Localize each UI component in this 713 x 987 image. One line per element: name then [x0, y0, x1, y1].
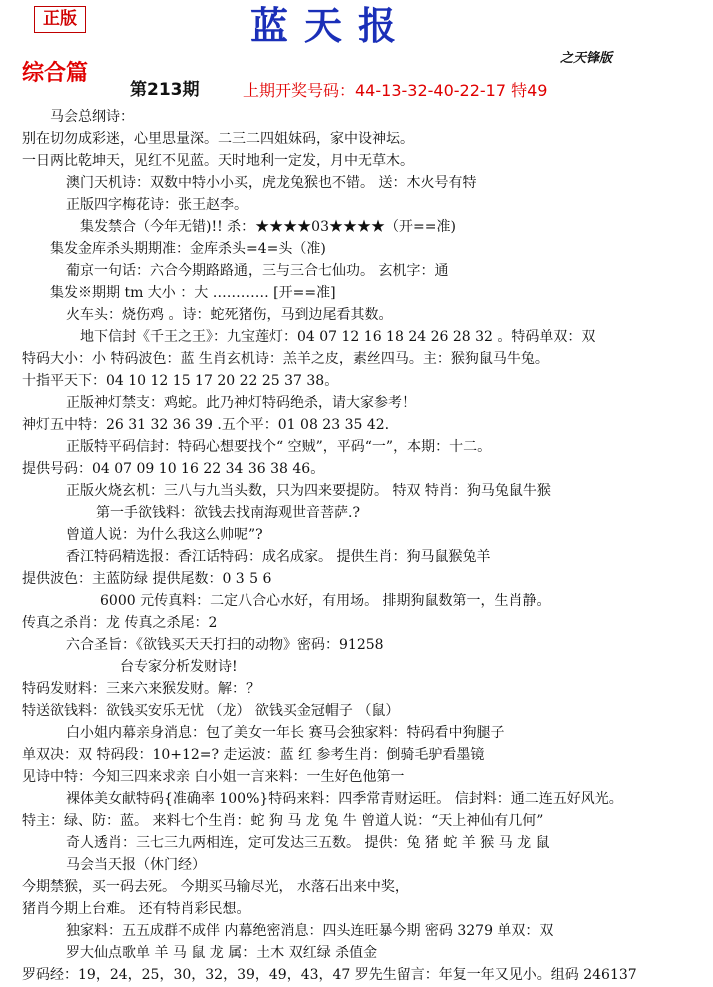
edition-badge: 正版	[34, 6, 86, 33]
text-line: 集发金库杀头期期准：金库杀头=4=头（准)	[50, 241, 326, 257]
text-line: 正版四字梅花诗：张王赵李。	[66, 197, 248, 213]
text-line: 正版神灯禁支：鸡蛇。此乃神灯特码绝杀，请大家参考！	[66, 395, 416, 411]
text-line: 神灯五中特：26 31 32 36 39 .五个平：01 08 23 35 42.	[22, 417, 390, 433]
text-line: 6000 元传真料：二定八合心水好，有用场。 排期狗鼠数第一，生肖静。	[100, 593, 551, 609]
text-line: 正版火烧玄机：三八与九当头数，只为四来要提防。 特双 特肖：狗马兔鼠牛猴	[66, 483, 551, 499]
text-line: 裸体美女献特码{准确率 100%}特码来料：四季常青财运旺。 信封料：通二连五好风光。	[66, 791, 623, 807]
text-line: 集发※期期 tm 大小 ：大 ………… [开==准]	[50, 285, 336, 301]
text-line: 别在切勿成彩迷，心里思量深。二三二四姐妹码，家中设神坛。	[22, 131, 414, 147]
text-line: 提供波色：主蓝防绿 提供尾数：0 3 5 6	[22, 571, 272, 587]
text-line: 特主：绿、防：蓝。 来料七个生肖：蛇 狗 马 龙 兔 牛 曾道人说：“天上神仙有几何”	[22, 813, 544, 829]
edition-label: 之天锋版	[560, 51, 613, 66]
text-line: 澳门天机诗：双数中特小小买，虎龙兔猴也不错。 送：木火号有特	[66, 175, 477, 191]
text-line: 集发禁合（今年无错)!! 杀：★★★★03★★★★（开==准)	[80, 219, 456, 235]
text-line: 马会总纲诗：	[50, 109, 134, 125]
text-line: 独家料：五五成群不成伴 内幕绝密消息：四头连旺暴今期 密码 3279 单双：双	[66, 923, 554, 939]
issue-number: 第213期	[130, 80, 200, 100]
text-line: 台专家分析发财诗!	[120, 659, 238, 675]
text-line: 十指平天下：04 10 12 15 17 20 22 25 37 38。	[22, 373, 339, 389]
text-line: 见诗中特：今知三四来求亲 白小姐一言来料：一生好色他第一	[22, 769, 405, 785]
text-line: 今期禁猴，买一码去死。 今期买马输尽光， 水落石出来中奖，	[22, 879, 409, 895]
text-line: 一日两比乾坤天，见红不见蓝。天时地利一定发，月中无草木。	[22, 153, 414, 169]
last-draw-numbers: 上期开奖号码：44-13-32-40-22-17 特49	[243, 81, 548, 100]
text-line: 马会当天报（休门经）	[66, 857, 206, 873]
text-line: 火车头：烧伤鸡 。诗：蛇死猪伤，马到边尾看其数。	[66, 307, 393, 323]
text-line: 罗码经：19，24，25，30，32，39，49，43，47 罗先生留言：年复一年又见小。组码 246137	[22, 967, 637, 983]
text-line: 罗大仙点歌单 羊 马 鼠 龙 属：土木 双红绿 杀值金	[66, 945, 378, 961]
text-line: 第一手欲钱料：欲钱去找南海观世音菩萨.?	[96, 505, 360, 521]
text-line: 猪肖今期上台难。 还有特肖彩民想。	[22, 901, 251, 917]
newspaper-title: 蓝天报	[250, 3, 413, 48]
text-line: 葡京一句话：六合今期路路通，三与三合七仙功。 玄机字：通	[66, 263, 449, 279]
text-line: 香江特码精选报：香江话特码：成名成家。 提供生肖：狗马鼠猴兔羊	[66, 549, 491, 565]
text-line: 特送欲钱料：欲钱买安乐无忧 （龙） 欲钱买金冠帽子 （鼠）	[22, 703, 400, 719]
text-line: 特码发财料：三来六来猴发财。解：？	[22, 681, 260, 697]
text-line: 六合圣旨：《欲钱买天天打扫的动物》密码：91258	[66, 637, 384, 653]
text-line: 地下信封《千王之王》：九宝莲灯：04 07 12 16 18 24 26 28 32 。特码单双：双	[80, 329, 596, 345]
text-line: 曾道人说：为什么我这么帅呢”?	[66, 527, 263, 543]
text-line: 传真之杀肖：龙 传真之杀尾：2	[22, 615, 218, 631]
text-line: 正版特平码信封：特码心想要找个“ 空贼”，平码“一”，本期：十二。	[66, 439, 492, 455]
text-line: 特码大小：小 特码波色：蓝 生肖玄机诗：羔羊之皮，素丝四马。主：猴狗鼠马牛兔。	[22, 351, 549, 367]
text-line: 单双决：双 特码段：10+12=? 走运波：蓝 红 参考生肖：倒骑毛驴看墨镜	[22, 747, 485, 763]
text-line: 白小姐内幕亲身消息：包了美女一年长 赛马会独家料：特码看中狗腿子	[66, 725, 505, 741]
section-title: 综合篇	[22, 61, 89, 86]
text-line: 奇人透肖：三七三九两相连，定可发达三五数。 提供：兔 猪 蛇 羊 猴 马 龙 鼠	[66, 835, 550, 851]
text-line: 提供号码：04 07 09 10 16 22 34 36 38 46。	[22, 461, 325, 477]
